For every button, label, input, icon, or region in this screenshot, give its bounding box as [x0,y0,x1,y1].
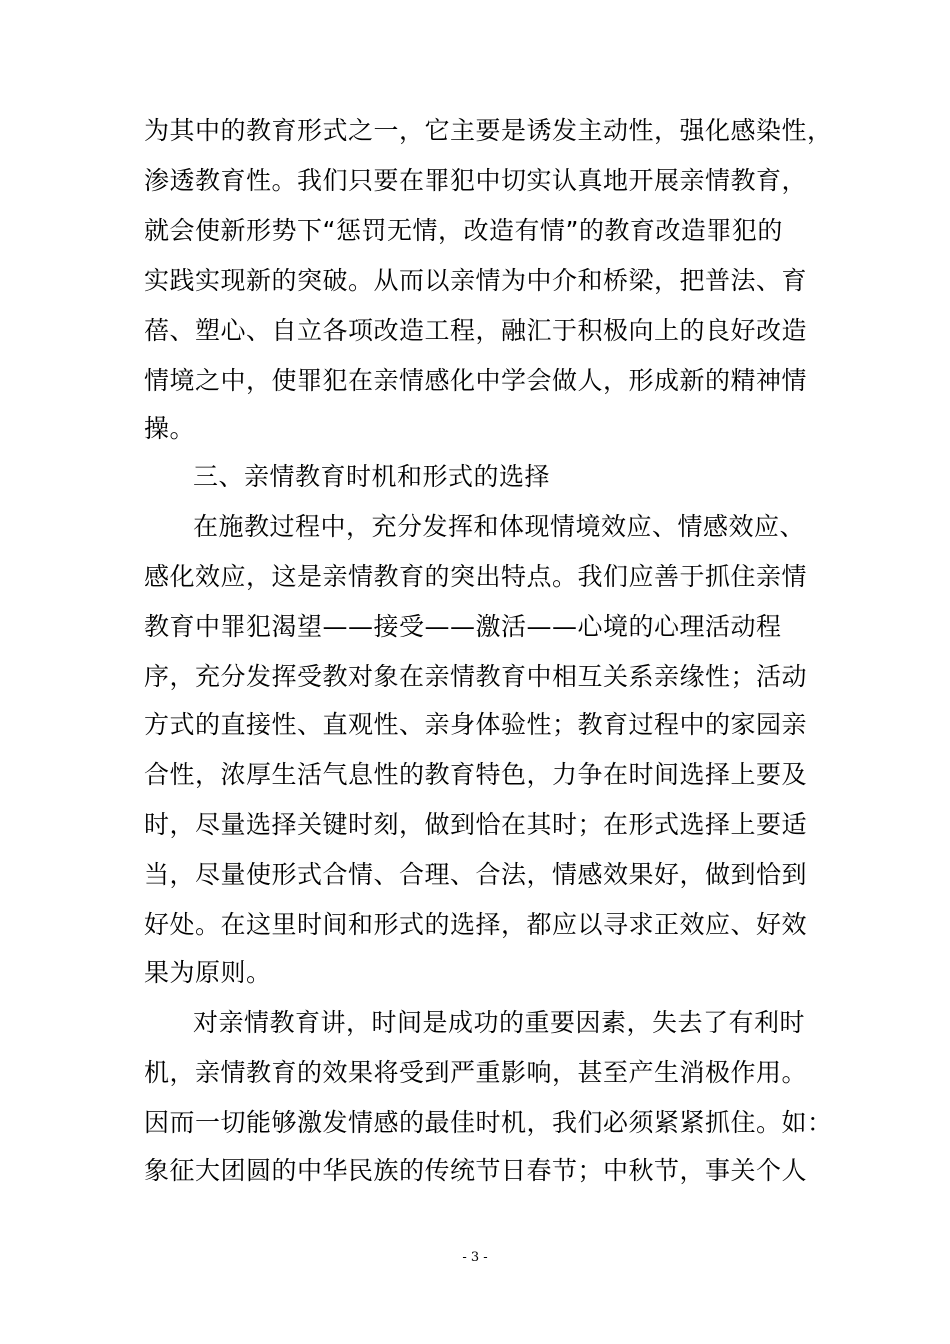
text-line: 感化效应，这是亲情教育的突出特点。我们应善于抓住亲情 [144,562,808,591]
text-line: 好处。在这里时间和形式的选择，都应以寻求正效应、好效 [144,910,808,939]
text-line: 实践实现新的突破。从而以亲情为中介和桥梁，把普法、育 [144,266,808,295]
text-line: 机，亲情教育的效果将受到严重影响，甚至产生消极作用。 [144,1058,808,1087]
section-heading: 三、亲情教育时机和形式的选择 [193,462,551,491]
text-line: 时，尽量选择关键时刻，做到恰在其时；在形式选择上要适 [144,810,808,839]
text-line: 象征大团圆的中华民族的传统节日春节；中秋节，事关个人 [144,1156,808,1185]
text-line: 果为原则。 [144,958,272,987]
text-line: 对亲情教育讲，时间是成功的重要因素，失去了有利时 [193,1008,806,1037]
text-line: 序，充分发挥受教对象在亲情教育中相互关系亲缘性；活动 [144,662,808,691]
text-line: 蓓、塑心、自立各项改造工程，融汇于积极向上的良好改造 [144,316,808,345]
text-line: 渗透教育性。我们只要在罪犯中切实认真地开展亲情教育， [144,166,808,195]
text-line: 情境之中，使罪犯在亲情感化中学会做人，形成新的精神情 [144,366,808,395]
page-number: - 3 - [462,1250,488,1265]
text-line: 当，尽量使形式合情、合理、合法，情感效果好，做到恰到 [144,860,808,889]
text-line: 方式的直接性、直观性、亲身体验性；教育过程中的家园亲 [144,710,808,739]
text-line: 为其中的教育形式之一，它主要是诱发主动性，强化感染性， [144,116,833,145]
text-line: 操。 [144,414,196,443]
text-line: 因而一切能够激发情感的最佳时机，我们必须紧紧抓住。如： [144,1108,833,1137]
text-line: 合性，浓厚生活气息性的教育特色，力争在时间选择上要及 [144,760,808,789]
text-line: 就会使新形势下“惩罚无情，改造有情”的教育改造罪犯的 [144,216,783,245]
text-line: 教育中罪犯渴望——接受——激活——心境的心理活动程 [144,612,782,641]
text-line: 在施教过程中，充分发挥和体现情境效应、情感效应、 [193,512,806,541]
